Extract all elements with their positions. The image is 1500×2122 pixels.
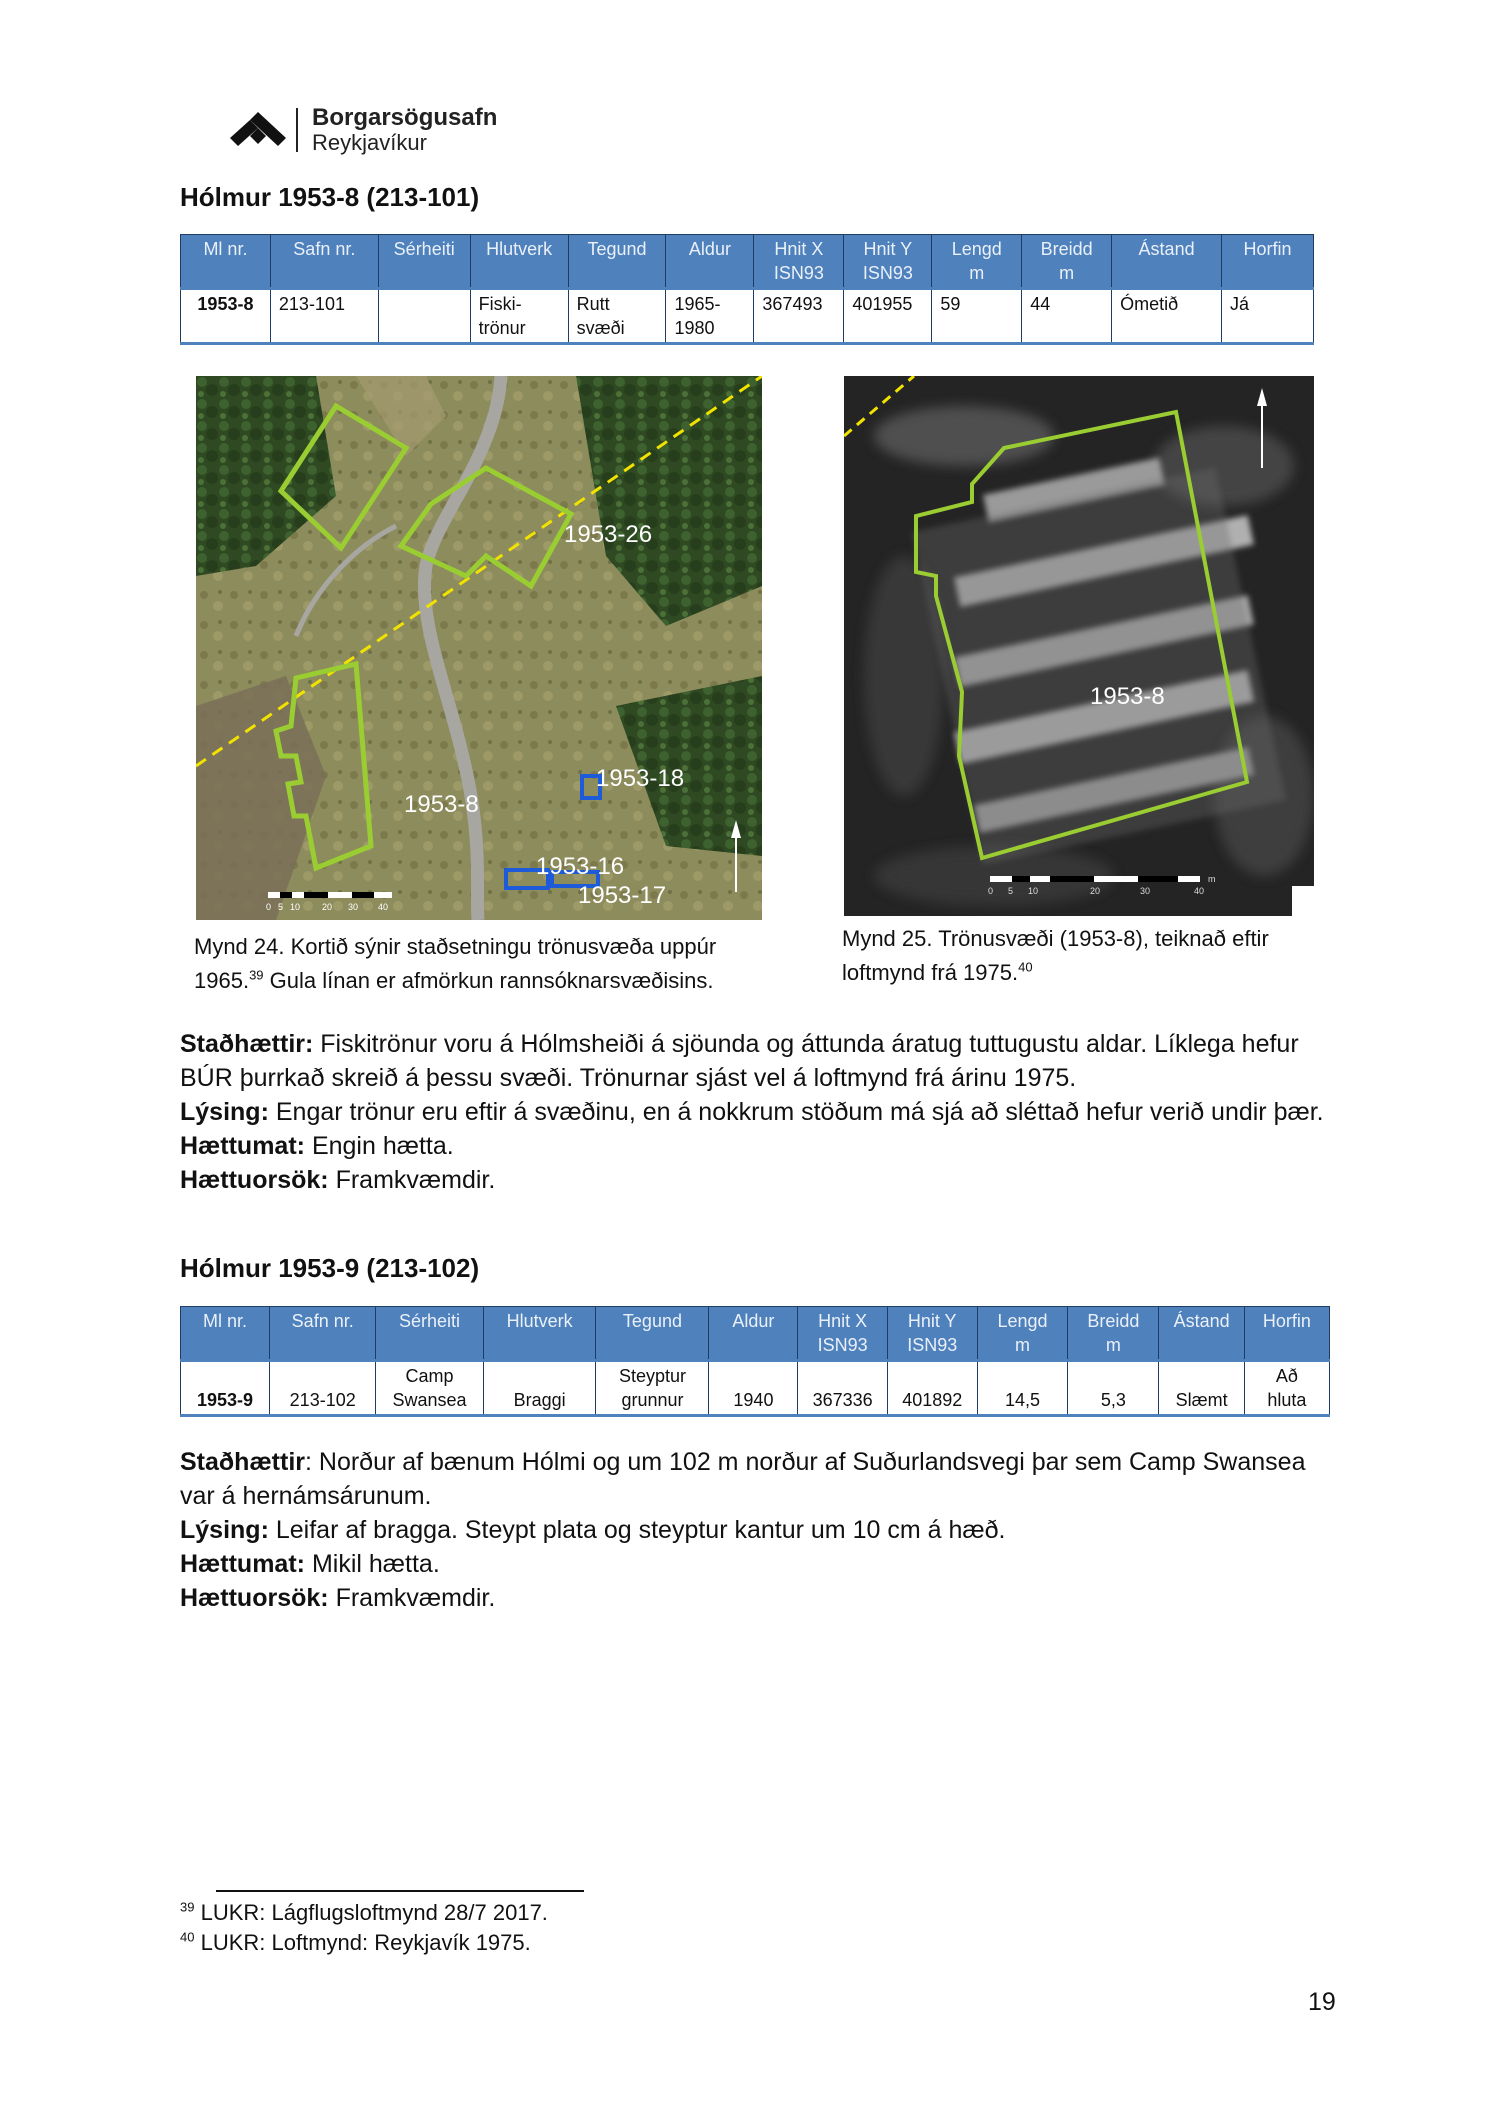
fig24-scale-tick: 10: [290, 902, 301, 912]
cell-text: 14,5: [1004, 1390, 1040, 1410]
fig25-scale-tick: 0: [988, 886, 994, 896]
cell-text: svæði: [576, 318, 625, 338]
museum-logo-icon: [228, 108, 288, 154]
table-cell: [798, 1361, 888, 1416]
table-cell: [977, 1361, 1068, 1416]
site2-haettumat: [180, 1547, 1340, 1581]
table-header-cell: [754, 235, 844, 289]
table-cell: [709, 1361, 798, 1416]
cell-text: Horfin: [1243, 239, 1292, 259]
fig25-aerial-map: [844, 376, 1314, 916]
table-header-cell: [483, 1307, 596, 1361]
fig25-label-1953-8: 1953-8: [1090, 683, 1165, 710]
table-header-cell: [1068, 1307, 1159, 1361]
table-header-cell: [977, 1307, 1068, 1361]
cell-text: 213-102: [289, 1390, 356, 1410]
table-cell: [754, 289, 844, 344]
cell-text: Steyptur: [618, 1366, 686, 1386]
fig24-caption: [194, 930, 774, 998]
logo-name: Borgarsögusafn: [312, 104, 498, 131]
cell-text: Fiski-: [478, 294, 522, 314]
footnote-number: 40: [180, 1929, 195, 1945]
footnote-number: 39: [180, 1899, 195, 1915]
site2-data-row: [181, 1361, 1330, 1416]
table-header-cell: [596, 1307, 709, 1361]
fig25-scale-tick: 5: [1008, 886, 1014, 896]
cell-text: Tegund: [587, 239, 647, 259]
cell-text: Safn nr.: [293, 239, 356, 259]
cell-text: 367493: [762, 294, 823, 314]
table-cell: [844, 289, 932, 344]
table-header-cell: [181, 235, 271, 289]
cell-text: 213-101: [278, 294, 345, 314]
fig24-map-svg: [196, 376, 762, 920]
cell-text: Horfin: [1262, 1311, 1311, 1331]
field-label: Hættuorsök:: [180, 1166, 329, 1194]
cell-text: Camp: [405, 1366, 454, 1386]
table-cell: [568, 289, 666, 344]
cell-text: 401955: [852, 294, 913, 314]
cell-text: Breidd: [1040, 239, 1093, 259]
table-header-cell: [181, 1307, 270, 1361]
site2-description: [180, 1445, 1340, 1615]
table-cell: [1159, 1361, 1244, 1416]
cell-text: Rutt: [576, 294, 610, 314]
cell-text: Aldur: [732, 1311, 775, 1331]
cell-text: grunnur: [621, 1390, 684, 1410]
site2-lysing: [180, 1513, 1340, 1547]
cell-text: m: [1014, 1335, 1030, 1355]
page-number: 19: [1308, 1988, 1336, 2016]
cell-text: Braggi: [513, 1390, 566, 1410]
cell-text: Ástand: [1138, 239, 1195, 259]
fig24-scale-tick: 30: [348, 902, 359, 912]
fig24-scale-tick: 40: [378, 902, 389, 912]
fig25-caption-line2: [842, 956, 1362, 990]
cell-text: Hlutverk: [506, 1311, 573, 1331]
table-cell: [270, 1361, 376, 1416]
field-value: Engar trönur eru eftir á svæðinu, en á nokkrum stöðum má sjá að sléttað hefur verið undir þær.: [275, 1098, 1324, 1126]
cell-text: ISN93: [862, 263, 913, 283]
cell-text: Safn nr.: [291, 1311, 354, 1331]
field-label: Hættuorsök:: [180, 1584, 329, 1612]
cell-text: Hnit X: [774, 239, 824, 259]
field-value: Framkvæmdir.: [335, 1584, 496, 1612]
table-cell: [1022, 289, 1112, 344]
footnote-separator: [216, 1890, 584, 1892]
cell-text: m: [969, 263, 985, 283]
fig24-caption-line1: Mynd 24. Kortið sýnir staðsetningu trönusvæða uppúr: [194, 934, 717, 959]
cell-text: Sérheiti: [393, 239, 455, 259]
cell-text: Sérheiti: [399, 1311, 461, 1331]
fig24-label-1953-17: 1953-17: [578, 882, 667, 909]
fig24-scale-tick: 20: [322, 902, 333, 912]
table-cell: [378, 289, 470, 344]
footnote-39: [180, 1900, 548, 1926]
site1-title: Hólmur 1953-8 (213-101): [180, 182, 480, 212]
table-header-cell: [568, 235, 666, 289]
field-label: Hættumat:: [180, 1132, 305, 1160]
table-cell: [181, 289, 271, 344]
cell-text: Hnit X: [818, 1311, 868, 1331]
table-header-cell: [887, 1307, 977, 1361]
table-cell: [1222, 289, 1314, 344]
table-header-cell: [470, 235, 568, 289]
cell-text: 1940: [733, 1390, 774, 1410]
table-cell: [470, 289, 568, 344]
fig24-caption-text: 1965.: [194, 968, 250, 993]
table-cell: [1112, 289, 1222, 344]
cell-text: Breidd: [1087, 1311, 1140, 1331]
site1-description: [180, 1027, 1340, 1197]
fig25-caption-line1: Mynd 25. Trönusvæði (1953-8), teiknað eftir: [842, 926, 1269, 951]
field-label: Lýsing:: [180, 1098, 269, 1126]
table-header-cell: [1159, 1307, 1244, 1361]
field-value: Leifar af bragga. Steypt plata og steyptur kantur um 10 cm á hæð.: [275, 1516, 1006, 1544]
cell-text: Ml nr.: [203, 239, 248, 259]
table-header-cell: [844, 235, 932, 289]
table-cell: [887, 1361, 977, 1416]
fig25-scale-tick: 20: [1090, 886, 1101, 896]
cell-text: Lengd: [951, 239, 1002, 259]
table-header-cell: [1222, 235, 1314, 289]
cell-text: 1965-: [674, 294, 721, 314]
cell-text: ISN93: [773, 263, 824, 283]
footnote-ref-40[interactable]: 40: [1018, 959, 1033, 975]
fig25-caption-text: loftmynd frá 1975.: [842, 960, 1019, 985]
site2-title: Hólmur 1953-9 (213-102): [180, 1253, 480, 1283]
site1-haettumat: [180, 1129, 1340, 1163]
table-header-cell: [270, 235, 378, 289]
table-header-cell: [932, 235, 1022, 289]
table-cell: [1068, 1361, 1159, 1416]
site1-data-row: [181, 289, 1314, 344]
cell-text: Swansea: [392, 1390, 467, 1410]
footnote-40: [180, 1930, 531, 1956]
cell-text: Hlutverk: [486, 239, 553, 259]
cell-text: 367336: [812, 1390, 873, 1410]
table-header-cell: [1244, 1307, 1329, 1361]
field-label: Staðhættir: [180, 1448, 305, 1476]
cell-text: 401892: [902, 1390, 963, 1410]
cell-text: Ómetið: [1120, 294, 1179, 314]
table-cell: [932, 289, 1022, 344]
field-value: Mikil hætta.: [311, 1550, 440, 1578]
logo-subtitle: Reykjavíkur: [312, 130, 427, 155]
cell-text: trönur: [478, 318, 526, 338]
footnote-text: LUKR: Loftmynd: Reykjavík 1975.: [200, 1930, 531, 1955]
field-label: Lýsing:: [180, 1516, 269, 1544]
fig24-scale-tick: 0: [266, 902, 272, 912]
cell-text: ISN93: [907, 1335, 958, 1355]
fig24-caption-text: Gula línan er afmörkun rannsóknarsvæðisins.: [263, 968, 714, 993]
cell-text: Já: [1230, 294, 1250, 314]
logo-divider: [296, 108, 298, 152]
fig25-caption: [842, 922, 1362, 990]
site1-lysing: [180, 1095, 1340, 1129]
field-value: : Norður af bænum Hólmi og um 102 m norður af Suðurlandsvegi þar sem Camp Swansea var á hernámsárunum.: [180, 1448, 1306, 1510]
cell-text: Hnit Y: [907, 1311, 957, 1331]
field-label: Staðhættir:: [180, 1030, 314, 1058]
fig25-scale-tick: 40: [1194, 886, 1205, 896]
fig24-label-1953-16: 1953-16: [536, 853, 625, 880]
field-value: Fiskitrönur voru á Hólmsheiði á sjöunda og áttunda áratug tuttugustu aldar. Líklega hefur BÚR þurrkað skreið á þessu svæði. Trönurnar sjást vel á loftmynd frá árinu 1975.: [180, 1030, 1299, 1092]
site1-stadhaettir: [180, 1027, 1340, 1095]
cell-text: Tegund: [622, 1311, 682, 1331]
museum-logo: [228, 104, 528, 156]
table-cell: [1244, 1361, 1329, 1416]
cell-text: 44: [1030, 294, 1051, 314]
site1-haettuorsok: [180, 1163, 1340, 1197]
fig25-scale-tick: 10: [1028, 886, 1039, 896]
table-cell: [483, 1361, 596, 1416]
site1-header-row: [181, 235, 1314, 289]
table-header-cell: [270, 1307, 376, 1361]
cell-text: Lengd: [997, 1311, 1048, 1331]
cell-text: m: [1059, 263, 1075, 283]
fig24-scale-tick: 5: [278, 902, 284, 912]
field-value: Framkvæmdir.: [335, 1166, 496, 1194]
cell-text: Slæmt: [1175, 1390, 1228, 1410]
fig24-label-1953-8: 1953-8: [404, 791, 479, 818]
cell-text: 1980: [674, 318, 715, 338]
table-cell: [596, 1361, 709, 1416]
field-label: Hættumat:: [180, 1550, 305, 1578]
cell-text: 1953-9: [197, 1390, 254, 1410]
table-header-cell: [666, 235, 754, 289]
cell-text: hluta: [1267, 1390, 1307, 1410]
cell-text: 59: [940, 294, 961, 314]
cell-text: m: [1105, 1335, 1121, 1355]
table-cell: [666, 289, 754, 344]
table-cell: [270, 289, 378, 344]
cell-text: ISN93: [817, 1335, 868, 1355]
table-header-cell: [1112, 235, 1222, 289]
cell-text: Aldur: [688, 239, 731, 259]
footnote-ref-39[interactable]: 39: [249, 967, 264, 983]
table-header-cell: [376, 1307, 483, 1361]
fig24-caption-line2: [194, 964, 774, 998]
fig25-scale-tick: 30: [1140, 886, 1151, 896]
fig25-scale-unit: m: [1208, 874, 1216, 884]
footnote-text: LUKR: Lágflugsloftmynd 28/7 2017.: [200, 1900, 548, 1925]
table-header-cell: [378, 235, 470, 289]
field-value: Engin hætta.: [311, 1132, 454, 1160]
cell-text: Ástand: [1173, 1311, 1230, 1331]
cell-text: Að: [1275, 1366, 1298, 1386]
site2-header-row: [181, 1307, 1330, 1361]
cell-text: 5,3: [1100, 1390, 1126, 1410]
fig24-label-1953-18: 1953-18: [596, 765, 685, 792]
site2-haettuorsok: [180, 1581, 1340, 1615]
cell-text: 1953-8: [197, 294, 254, 314]
table-header-cell: [709, 1307, 798, 1361]
site2-stadhaettir: [180, 1445, 1340, 1513]
site1-table: [180, 234, 1314, 345]
fig25-map-svg: [844, 376, 1314, 916]
table-cell: [181, 1361, 270, 1416]
site2-table: [180, 1306, 1330, 1417]
table-header-cell: [1022, 235, 1112, 289]
table-header-cell: [798, 1307, 888, 1361]
table-cell: [376, 1361, 483, 1416]
cell-text: Ml nr.: [203, 1311, 248, 1331]
fig24-label-1953-26: 1953-26: [564, 521, 653, 548]
fig24-aerial-map: [196, 376, 762, 920]
cell-text: Hnit Y: [863, 239, 913, 259]
